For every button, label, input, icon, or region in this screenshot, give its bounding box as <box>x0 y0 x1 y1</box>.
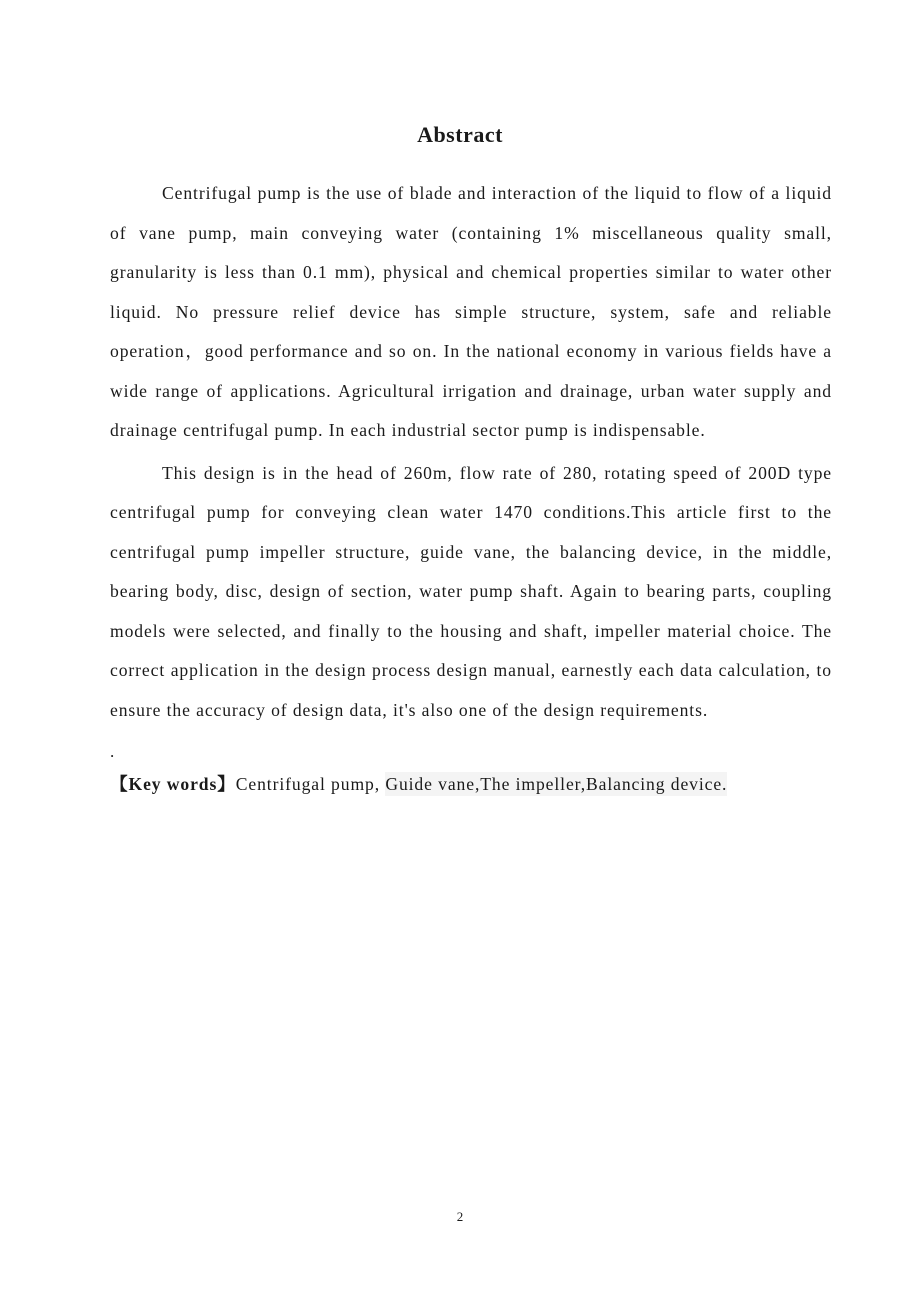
keywords-first: Centrifugal pump, <box>235 774 386 794</box>
separator-dot: . <box>110 742 116 761</box>
keywords-rest: Guide vane,The impeller,Balancing device. <box>385 774 728 794</box>
abstract-paragraph-1: Centrifugal pump is the use of blade and interaction of the liquid to flow of a liquid of vane pump, main conveying water (containing 1% miscellaneous quality small, granularity is less than 0.1 mm), physical and chemical properties similar to water other liquid. No pressure relief device has simple structure, system, safe and reliable operation，good performance and so on. In the national economy in various fields have a wide range of applications. Agricultural irrigation and drainage, urban water supply and drainage centrifugal pump. In each industrial sector pump is indispensable. <box>110 183 832 440</box>
abstract-paragraph-2: This design is in the head of 260m, flow rate of 280, rotating speed of 200D type centrifugal pump for conveying clean water 1470 conditions.This article first to the centrifugal pump impeller structure, guide vane, the balancing device, in the middle, bearing body, disc, design of section, water pump shaft. Again to bearing parts, coupling models were selected, and finally to the housing and shaft, impeller material choice. The correct application in the design process design manual, earnestly each data calculation, to ensure the accuracy of design data, it's also one of the design requirements. <box>110 462 832 720</box>
keywords-line <box>110 768 832 800</box>
page-title: Abstract <box>417 122 503 147</box>
page-number: 2 <box>456 1209 464 1224</box>
keywords-label: 【Key words】 <box>110 774 236 794</box>
abstract-body <box>110 174 832 800</box>
